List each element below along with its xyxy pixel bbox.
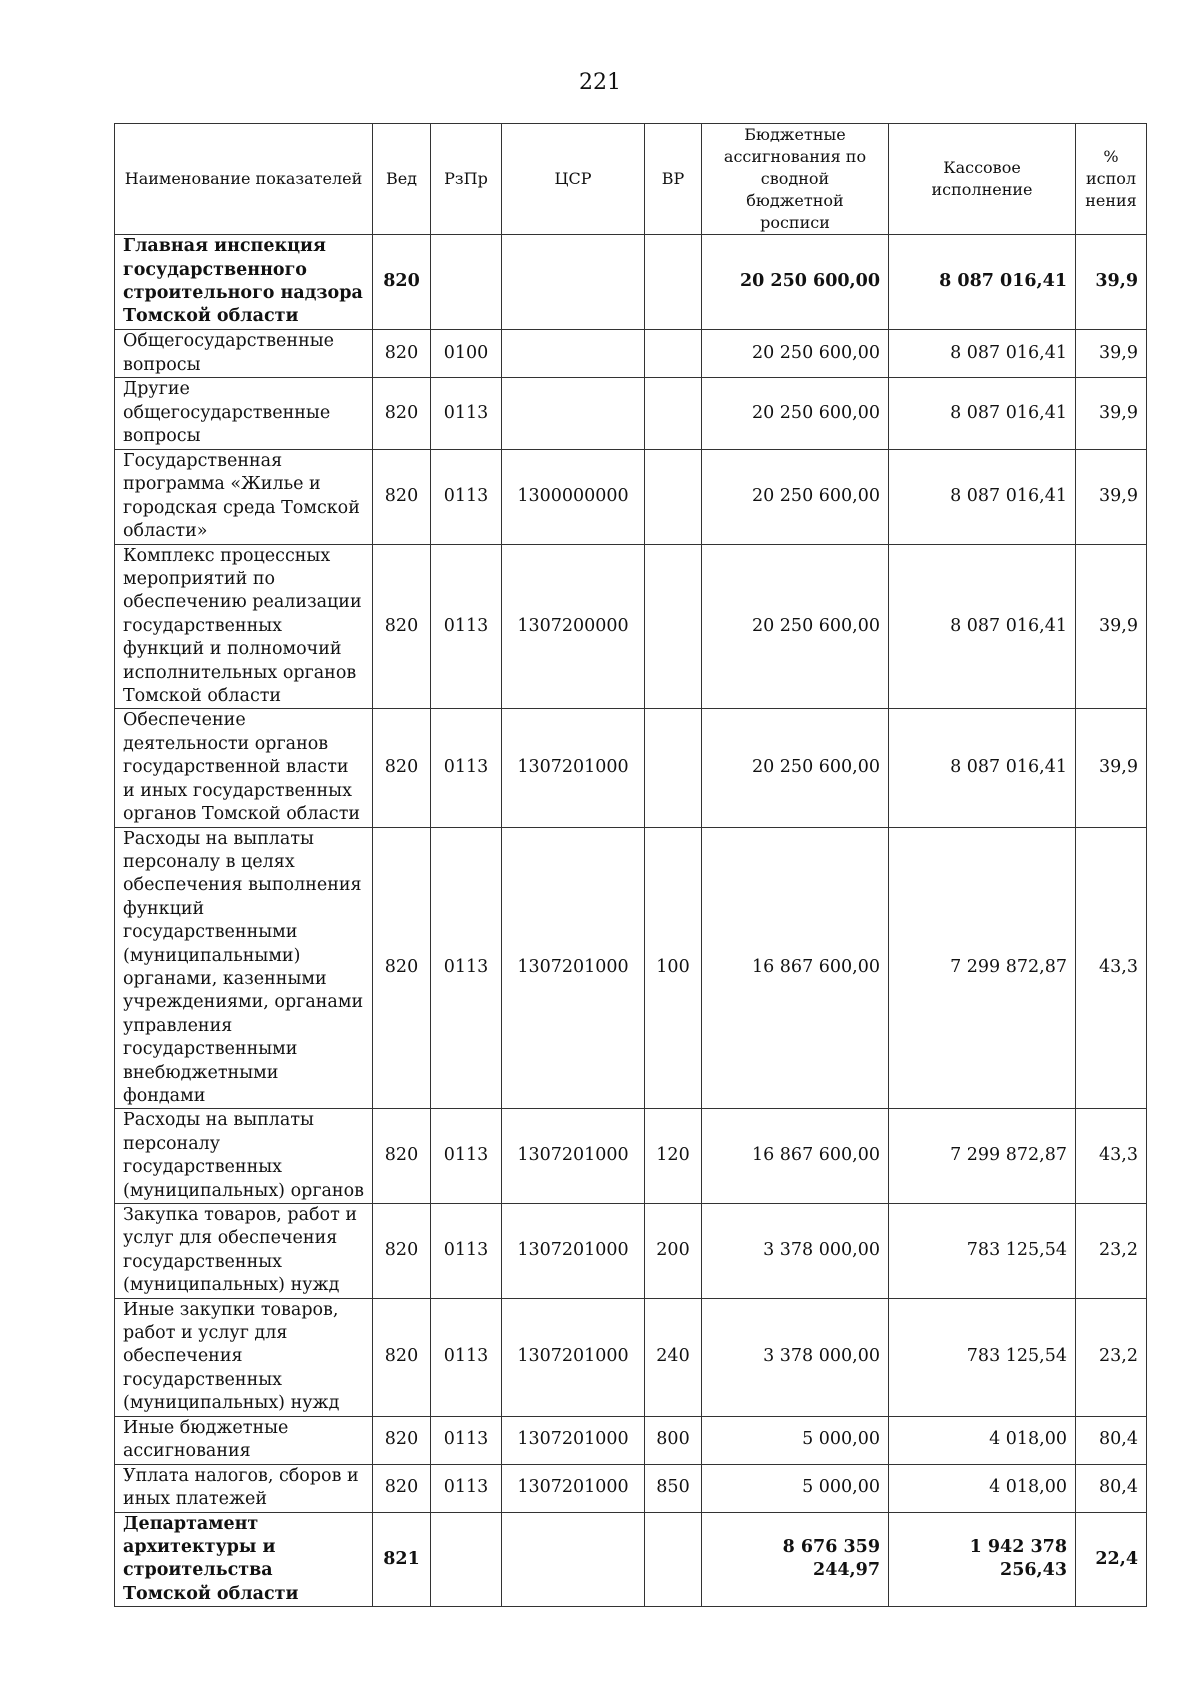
row-csr: 1307200000	[502, 544, 645, 709]
row-name: Общегосударственные вопросы	[115, 330, 373, 378]
row-rzpr: 0113	[431, 544, 502, 709]
table-row	[115, 235, 1147, 330]
row-ved: 820	[373, 1416, 431, 1464]
row-cash-execution: 7 299 872,87	[889, 1109, 1076, 1204]
table-row	[115, 1109, 1147, 1204]
row-rzpr	[431, 235, 502, 330]
budget-execution-table	[114, 123, 1147, 1607]
row-percent: 80,4	[1076, 1464, 1147, 1512]
row-name: Департамент архитектуры и строительства Томской области	[115, 1512, 373, 1607]
table-row	[115, 709, 1147, 827]
header-vr: ВР	[645, 124, 702, 235]
row-ved: 820	[373, 378, 431, 450]
row-percent: 22,4	[1076, 1512, 1147, 1607]
row-vr	[645, 235, 702, 330]
header-rzpr: РзПр	[431, 124, 502, 235]
table-row	[115, 450, 1147, 545]
header-ved: Вед	[373, 124, 431, 235]
table-header-row	[115, 124, 1147, 235]
row-ved: 821	[373, 1512, 431, 1607]
row-ved: 820	[373, 1204, 431, 1299]
row-assignments: 20 250 600,00	[702, 709, 889, 827]
row-assignments: 8 676 359 244,97	[702, 1512, 889, 1607]
table-row	[115, 827, 1147, 1109]
row-assignments: 20 250 600,00	[702, 330, 889, 378]
row-percent: 39,9	[1076, 330, 1147, 378]
row-vr	[645, 330, 702, 378]
row-vr	[645, 544, 702, 709]
row-csr: 1300000000	[502, 450, 645, 545]
page-number: 221	[579, 70, 621, 95]
row-assignments: 20 250 600,00	[702, 378, 889, 450]
row-name: Уплата налогов, сборов и иных платежей	[115, 1464, 373, 1512]
row-assignments: 16 867 600,00	[702, 1109, 889, 1204]
row-percent: 39,9	[1076, 450, 1147, 545]
row-ved: 820	[373, 450, 431, 545]
row-csr	[502, 330, 645, 378]
table-row	[115, 1464, 1147, 1512]
row-ved: 820	[373, 827, 431, 1109]
row-percent: 39,9	[1076, 709, 1147, 827]
row-rzpr: 0113	[431, 1204, 502, 1299]
row-vr	[645, 378, 702, 450]
row-csr: 1307201000	[502, 1298, 645, 1416]
row-rzpr: 0100	[431, 330, 502, 378]
row-cash-execution: 7 299 872,87	[889, 827, 1076, 1109]
row-csr: 1307201000	[502, 827, 645, 1109]
row-ved: 820	[373, 709, 431, 827]
header-csr: ЦСР	[502, 124, 645, 235]
row-name: Иные бюджетные ассигнования	[115, 1416, 373, 1464]
row-vr: 200	[645, 1204, 702, 1299]
row-percent: 39,9	[1076, 235, 1147, 330]
row-rzpr: 0113	[431, 709, 502, 827]
row-vr: 120	[645, 1109, 702, 1204]
row-vr: 850	[645, 1464, 702, 1512]
row-assignments: 5 000,00	[702, 1416, 889, 1464]
row-name: Иные закупки товаров, работ и услуг для обеспечения государственных (муниципальных) нужд	[115, 1298, 373, 1416]
row-assignments: 20 250 600,00	[702, 450, 889, 545]
row-name: Расходы на выплаты персоналу государственных (муниципальных) органов	[115, 1109, 373, 1204]
row-percent: 80,4	[1076, 1416, 1147, 1464]
row-assignments: 20 250 600,00	[702, 235, 889, 330]
row-percent: 43,3	[1076, 1109, 1147, 1204]
table-row	[115, 1298, 1147, 1416]
row-cash-execution: 1 942 378 256,43	[889, 1512, 1076, 1607]
row-ved: 820	[373, 235, 431, 330]
row-vr: 100	[645, 827, 702, 1109]
row-percent: 23,2	[1076, 1204, 1147, 1299]
row-csr: 1307201000	[502, 1204, 645, 1299]
row-name: Главная инспекция государственного строительного надзора Томской области	[115, 235, 373, 330]
row-cash-execution: 783 125,54	[889, 1298, 1076, 1416]
row-ved: 820	[373, 1109, 431, 1204]
row-ved: 820	[373, 544, 431, 709]
row-cash-execution: 8 087 016,41	[889, 709, 1076, 827]
row-vr: 240	[645, 1298, 702, 1416]
row-assignments: 16 867 600,00	[702, 827, 889, 1109]
row-assignments: 3 378 000,00	[702, 1204, 889, 1299]
table-row	[115, 1416, 1147, 1464]
header-cash-execution: Кассовое исполнение	[889, 124, 1076, 235]
row-percent: 39,9	[1076, 378, 1147, 450]
row-assignments: 3 378 000,00	[702, 1298, 889, 1416]
table-row	[115, 1512, 1147, 1607]
table-row	[115, 330, 1147, 378]
header-percent: % испол нения	[1076, 124, 1147, 235]
row-csr	[502, 1512, 645, 1607]
row-csr: 1307201000	[502, 709, 645, 827]
row-ved: 820	[373, 1298, 431, 1416]
row-cash-execution: 8 087 016,41	[889, 450, 1076, 545]
row-ved: 820	[373, 330, 431, 378]
row-cash-execution: 4 018,00	[889, 1464, 1076, 1512]
row-vr	[645, 450, 702, 545]
row-rzpr: 0113	[431, 378, 502, 450]
row-rzpr: 0113	[431, 450, 502, 545]
header-assignments: Бюджетные ассигнования по сводной бюджетной росписи	[702, 124, 889, 235]
table-row	[115, 378, 1147, 450]
row-rzpr: 0113	[431, 1416, 502, 1464]
row-cash-execution: 8 087 016,41	[889, 544, 1076, 709]
row-cash-execution: 4 018,00	[889, 1416, 1076, 1464]
row-name: Закупка товаров, работ и услуг для обеспечения государственных (муниципальных) нужд	[115, 1204, 373, 1299]
row-csr: 1307201000	[502, 1464, 645, 1512]
row-percent: 39,9	[1076, 544, 1147, 709]
row-cash-execution: 8 087 016,41	[889, 235, 1076, 330]
row-csr	[502, 235, 645, 330]
table-row	[115, 1204, 1147, 1299]
row-name: Комплекс процессных мероприятий по обеспечению реализации государственных функций и полномочий исполнительных органов Томской области	[115, 544, 373, 709]
row-rzpr: 0113	[431, 1464, 502, 1512]
row-rzpr	[431, 1512, 502, 1607]
row-vr	[645, 709, 702, 827]
row-vr: 800	[645, 1416, 702, 1464]
row-name: Государственная программа «Жилье и городская среда Томской области»	[115, 450, 373, 545]
row-cash-execution: 8 087 016,41	[889, 330, 1076, 378]
row-rzpr: 0113	[431, 1109, 502, 1204]
row-ved: 820	[373, 1464, 431, 1512]
row-cash-execution: 8 087 016,41	[889, 378, 1076, 450]
row-name: Обеспечение деятельности органов государственной власти и иных государственных органов Томской области	[115, 709, 373, 827]
row-percent: 23,2	[1076, 1298, 1147, 1416]
row-name: Расходы на выплаты персоналу в целях обеспечения выполнения функций государственными (муниципальными) органами, казенными учреждениями, органами управления государственными внебюджетными фондами	[115, 827, 373, 1109]
row-rzpr: 0113	[431, 1298, 502, 1416]
row-csr: 1307201000	[502, 1416, 645, 1464]
row-name: Другие общегосударственные вопросы	[115, 378, 373, 450]
row-cash-execution: 783 125,54	[889, 1204, 1076, 1299]
row-csr	[502, 378, 645, 450]
row-vr	[645, 1512, 702, 1607]
row-percent: 43,3	[1076, 827, 1147, 1109]
row-assignments: 5 000,00	[702, 1464, 889, 1512]
row-csr: 1307201000	[502, 1109, 645, 1204]
table-row	[115, 544, 1147, 709]
row-assignments: 20 250 600,00	[702, 544, 889, 709]
header-name: Наименование показателей	[115, 124, 373, 235]
row-rzpr: 0113	[431, 827, 502, 1109]
